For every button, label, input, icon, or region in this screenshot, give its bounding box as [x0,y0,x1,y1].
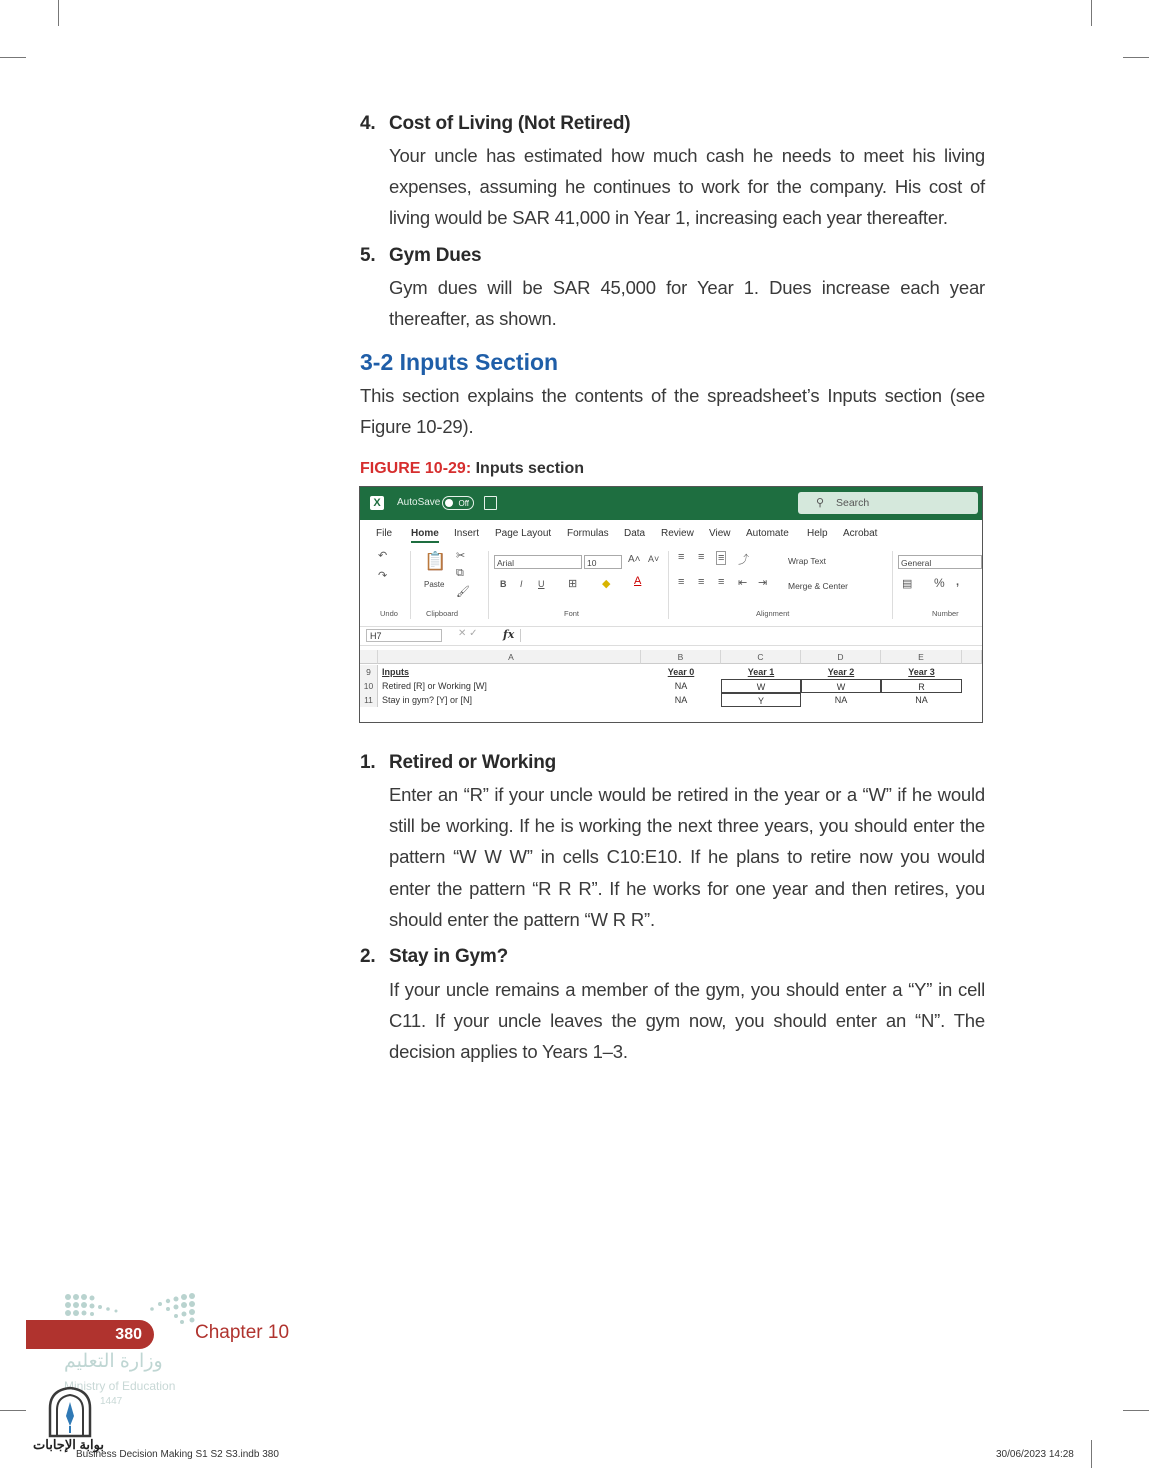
tab-file[interactable]: File [376,528,393,539]
merge-center-button[interactable]: Merge & Center [788,581,848,591]
search-icon: ⚲ [816,497,825,509]
tab-page-layout[interactable]: Page Layout [495,528,552,539]
comma-style-icon[interactable]: , [956,576,960,588]
item-title: Gym Dues [389,245,482,266]
item-number: 4. [360,113,376,134]
grow-font-icon[interactable]: A˄ [628,554,641,565]
formula-bar [360,626,982,646]
item-body: Your uncle has estimated how much cash he needs to meet his living expenses, assuming he continues to work for the company. His cost of living would be SAR 41,000 in Year 1, increasing each year thereafter. [389,145,985,229]
column-header-row [360,650,982,664]
group-label-clipboard: Clipboard [426,609,459,618]
align-top-icon[interactable]: ≡ [678,551,685,563]
item-title: Stay in Gym? [389,946,509,967]
group-label-font: Font [564,609,580,618]
italic-icon[interactable]: I [520,579,523,589]
increase-indent-icon[interactable]: ⇥ [758,577,768,589]
figure-caption [360,460,584,478]
file-slug: Business Decision Making S1 S2 S3.indb 380 [76,1449,279,1460]
search-placeholder: Search [836,497,870,509]
column-header[interactable] [962,650,982,664]
group-label-undo: Undo [380,609,398,618]
item-body: Enter an “R” if your uncle would be retired in the year or a “W” if he would still be working. If he is working the next three years, you should enter the pattern “W W W” in cells C10:E10. If he plans to retire now you would enter the pattern “R R R”. If he works for one year and then retires, you should enter the pattern “W R R”. [389,784,985,930]
item-number: 2. [360,946,376,967]
item-heading [360,946,508,968]
cell[interactable]: NA [915,695,928,705]
fx-icon[interactable]: fx [503,628,515,641]
column-header[interactable]: B [641,650,721,664]
page-number: 380 [26,1320,154,1349]
align-right-icon[interactable]: ≡ [718,576,725,588]
column-header[interactable]: D [801,650,881,664]
ribbon-tabs [360,525,982,543]
format-painter-icon[interactable]: 🖌 [456,586,470,598]
item-heading [360,752,556,774]
cell[interactable]: Inputs [382,667,409,677]
shrink-font-icon[interactable]: A˅ [648,554,660,564]
font-name-select[interactable]: Arial [494,555,582,569]
group-label-number: Number [932,609,959,618]
number-format-select[interactable]: General [898,555,982,569]
cell[interactable]: W [721,679,801,693]
paste-icon[interactable]: 📋 [424,551,447,571]
portal-logo-icon [46,1386,94,1438]
decrease-indent-icon[interactable]: ⇤ [738,577,748,589]
accounting-format-icon[interactable]: ▤ [902,578,913,590]
item-body: If your uncle remains a member of the gym, you should enter a “Y” in cell C11. If your uncle leaves the gym now, you should enter an “N”. The decision applies to Years 1–3. [389,979,985,1063]
crop-mark [0,57,26,58]
tab-automate[interactable]: Automate [746,528,789,539]
ribbon [360,545,982,621]
align-middle-icon[interactable]: ≡ [698,551,705,563]
name-box[interactable]: H7 [366,629,442,642]
save-icon[interactable] [484,496,497,510]
cell[interactable]: Retired [R] or Working [W] [382,681,487,691]
wrap-text-button[interactable]: Wrap Text [788,556,826,566]
table-row [360,693,982,707]
crop-mark [1123,57,1149,58]
formula-input[interactable] [520,629,979,642]
row-number[interactable]: 10 [360,679,378,693]
tab-formulas[interactable]: Formulas [567,528,609,539]
bold-icon[interactable]: B [500,579,507,589]
fill-color-icon[interactable]: ◆ [602,578,611,590]
align-bottom-icon[interactable]: ≡ [718,552,725,564]
cell[interactable]: Year 2 [827,667,855,677]
font-size-select[interactable]: 10 [584,555,622,569]
crop-mark [58,0,59,26]
autosave-label: AutoSave [397,497,441,508]
cell[interactable]: NA [834,695,848,705]
excel-logo-icon: X [370,496,384,510]
item-number: 1. [360,752,376,773]
ministry-name-arabic: وزارة التعليم [64,1351,163,1372]
portal-name: بوابة الإجابات [33,1437,104,1452]
copy-icon[interactable]: ⧉ [456,567,464,579]
cell[interactable]: NA [674,695,688,705]
crop-mark [1091,0,1092,26]
crop-mark [1091,1440,1092,1468]
cell[interactable]: Stay in gym? [Y] or [N] [382,695,473,705]
section-intro: This section explains the contents of the spreadsheet’s Inputs section (see Figure 10-29). [360,385,985,438]
tab-acrobat[interactable]: Acrobat [843,528,878,539]
cell[interactable]: Year 3 [908,667,935,677]
cut-icon[interactable]: ✂ [456,550,466,562]
cell[interactable]: NA [674,681,688,691]
autosave-toggle[interactable]: Off [442,496,474,510]
tab-home[interactable]: Home [411,528,439,543]
row-number[interactable]: 11 [360,693,378,707]
redo-icon[interactable]: ↷ [378,570,388,582]
align-left-icon[interactable]: ≡ [678,576,685,588]
search-box[interactable] [798,492,978,514]
paste-label: Paste [424,580,445,589]
orientation-icon[interactable]: ⤴ [738,554,749,566]
column-header[interactable]: E [881,650,962,664]
cancel-check-icons: ✕ ✓ [458,628,478,639]
crop-mark [1123,1410,1149,1411]
cell[interactable]: Y [721,693,801,707]
cell[interactable]: Year 1 [747,667,775,677]
column-header[interactable]: C [721,650,801,664]
tab-data[interactable]: Data [624,528,646,539]
undo-icon[interactable]: ↶ [378,550,388,562]
tab-insert[interactable]: Insert [454,528,480,539]
group-label-alignment: Alignment [756,609,790,618]
figure-title: Inputs section [475,460,585,477]
item-heading [360,245,481,267]
item-title: Cost of Living (Not Retired) [389,113,631,134]
cell[interactable]: Year 0 [667,667,695,677]
excel-title-bar [360,487,982,520]
item-body: Gym dues will be SAR 45,000 for Year 1. Dues increase each year thereafter, as shown. [389,277,985,330]
align-center-icon[interactable]: ≡ [698,576,705,588]
table-row [360,665,982,679]
percent-icon[interactable]: % [934,576,945,590]
column-header[interactable]: A [378,650,641,664]
crop-mark [0,1410,26,1411]
font-color-icon[interactable]: A [634,575,642,587]
excel-screenshot [359,486,983,723]
ministry-year: 1447 [100,1396,123,1407]
chapter-label: Chapter 10 [195,1322,290,1343]
tab-view[interactable]: View [709,528,731,539]
cell[interactable]: W [801,679,881,693]
item-heading [360,113,630,135]
item-number: 5. [360,245,376,266]
borders-icon[interactable]: ⊞ [568,578,578,590]
print-timestamp: 30/06/2023 14:28 [996,1449,1074,1460]
section-heading: 3-2 Inputs Section [360,349,559,375]
cell[interactable]: R [881,679,962,693]
table-row [360,679,982,693]
item-title: Retired or Working [389,752,557,773]
tab-review[interactable]: Review [661,528,694,539]
row-number[interactable]: 9 [360,665,378,679]
tab-help[interactable]: Help [807,528,828,539]
select-all-corner[interactable] [360,650,378,664]
underline-icon[interactable]: U [538,579,545,589]
figure-label: FIGURE 10-29: [360,460,472,477]
ministry-name-english: Ministry of Education [64,1379,176,1393]
